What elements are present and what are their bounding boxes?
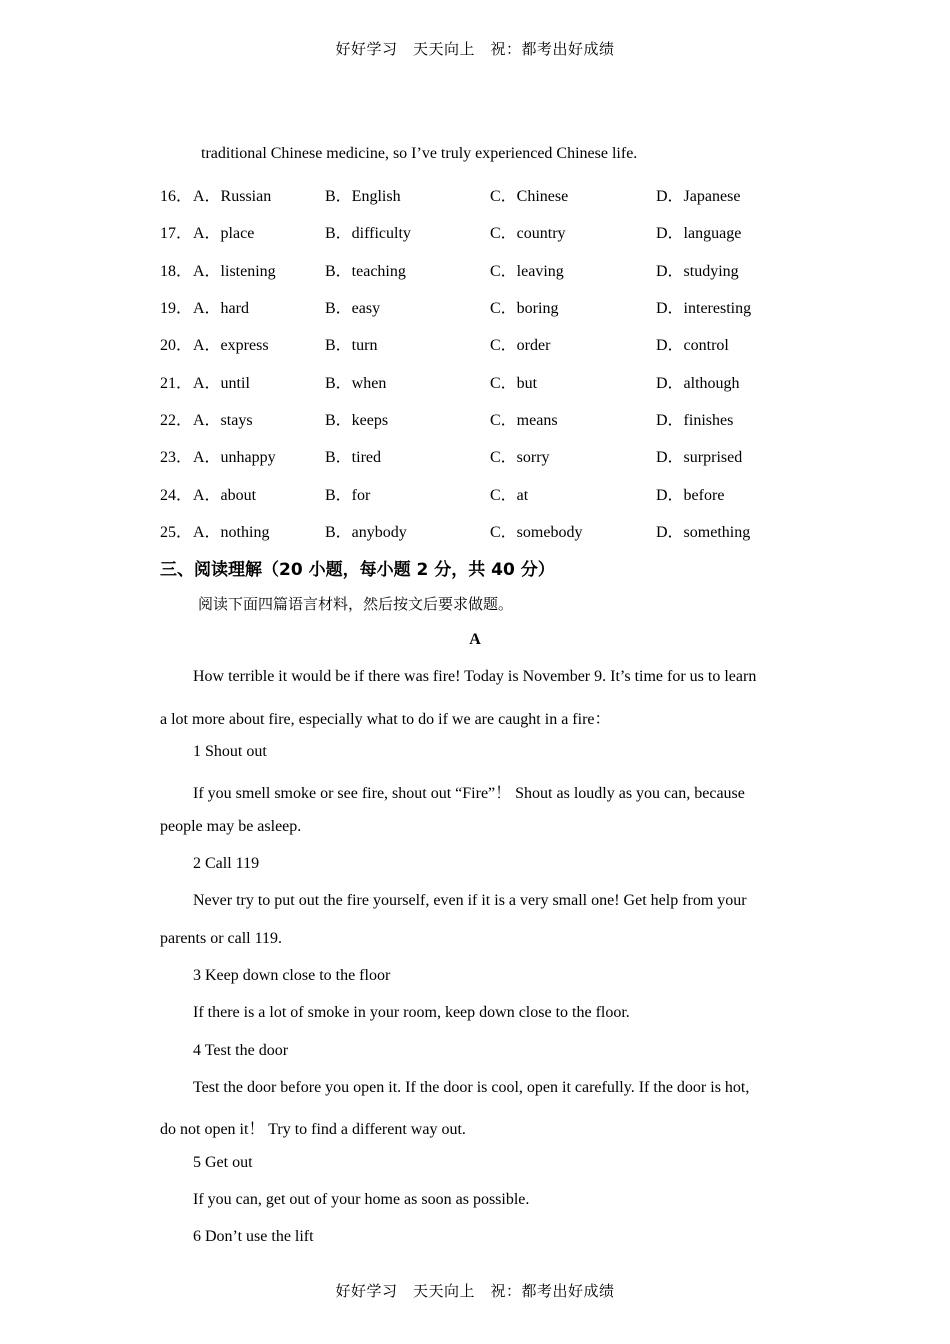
option-c: C．sorry	[490, 449, 550, 466]
passage-line: If you can, get out of your home as soon as possible.	[193, 1191, 530, 1208]
question-number: 23．	[160, 449, 193, 466]
passage-line: parents or call 119.	[160, 930, 283, 947]
option-d: D．control	[656, 337, 729, 354]
question-number: 24．	[160, 487, 193, 504]
option-a: A．nothing	[193, 524, 270, 541]
option-d: D．interesting	[656, 300, 752, 317]
option-a: A．hard	[193, 300, 249, 317]
option-b: B．turn	[325, 337, 378, 354]
option-a: A．stays	[193, 412, 253, 429]
passage-subheading: 4 Test the door	[193, 1042, 289, 1059]
option-b: B．when	[325, 375, 387, 392]
option-d: D．although	[656, 375, 740, 392]
passage-line: a lot more about fire, especially what to do if we are caught in a fire：	[160, 711, 611, 728]
section-heading: 三、阅读理解（20 小题，每小题 2 分，共 40 分）	[160, 560, 555, 580]
question-17	[160, 220, 800, 240]
passage-line: If you smell smoke or see fire, shout out “Fire”！ Shout as loudly as you can, because	[193, 785, 745, 802]
option-c: C．Chinese	[490, 188, 569, 205]
option-a: A．express	[193, 337, 269, 354]
option-c: C．but	[490, 375, 538, 392]
option-c: C．order	[490, 337, 551, 354]
option-d: D．finishes	[656, 412, 734, 429]
question-25	[160, 519, 800, 539]
option-b: B．teaching	[325, 263, 406, 280]
passage-line: If there is a lot of smoke in your room, keep down close to the floor.	[193, 1004, 630, 1021]
option-c: C．boring	[490, 300, 559, 317]
passage-line: do not open it！ Try to find a different way out.	[160, 1121, 466, 1138]
passage-subheading: 3 Keep down close to the floor	[193, 967, 391, 984]
option-d: D．Japanese	[656, 188, 741, 205]
option-b: B．easy	[325, 300, 381, 317]
option-a: A．unhappy	[193, 449, 276, 466]
option-c: C．leaving	[490, 263, 564, 280]
page-header: 好好学习 天天向上 祝：都考出好成绩	[335, 40, 615, 58]
option-b: B．English	[325, 188, 401, 205]
passage-continuation: traditional Chinese medicine, so I’ve truly experienced Chinese life.	[201, 145, 638, 162]
option-a: A．about	[193, 487, 257, 504]
passage-line: Never try to put out the fire yourself, even if it is a very small one! Get help from your	[193, 892, 747, 909]
option-d: D．language	[656, 225, 742, 242]
option-c: C．at	[490, 487, 529, 504]
question-19	[160, 295, 800, 315]
question-number: 21．	[160, 375, 193, 392]
option-d: D．something	[656, 524, 751, 541]
option-a: A．listening	[193, 263, 276, 280]
option-c: C．somebody	[490, 524, 583, 541]
question-number: 25．	[160, 524, 193, 541]
option-b: B．difficulty	[325, 225, 411, 242]
passage-line: How terrible it would be if there was fire! Today is November 9. It’s time for us to learn	[193, 668, 757, 685]
question-number: 19．	[160, 300, 193, 317]
option-d: D．before	[656, 487, 725, 504]
question-21	[160, 370, 800, 390]
passage-title: A	[469, 631, 481, 648]
page-footer: 好好学习 天天向上 祝：都考出好成绩	[335, 1282, 615, 1300]
question-18	[160, 258, 800, 278]
passage-subheading: 5 Get out	[193, 1154, 253, 1171]
question-number: 22．	[160, 412, 193, 429]
option-a: A．place	[193, 225, 255, 242]
option-c: C．country	[490, 225, 566, 242]
option-a: A．until	[193, 375, 250, 392]
passage-subheading: 2 Call 119	[193, 855, 260, 872]
option-d: D．surprised	[656, 449, 743, 466]
option-b: B．keeps	[325, 412, 389, 429]
question-22	[160, 407, 800, 427]
passage-line: people may be asleep.	[160, 818, 302, 835]
question-number: 17．	[160, 225, 193, 242]
question-24	[160, 482, 800, 502]
question-16	[160, 183, 800, 203]
question-20	[160, 332, 800, 352]
option-d: D．studying	[656, 263, 739, 280]
section-instruction: 阅读下面四篇语言材料，然后按文后要求做题。	[198, 595, 514, 613]
passage-subheading: 1 Shout out	[193, 743, 267, 760]
question-number: 18．	[160, 263, 193, 280]
passage-subheading: 6 Don’t use the lift	[193, 1228, 314, 1245]
option-a: A．Russian	[193, 188, 272, 205]
question-number: 20．	[160, 337, 193, 354]
question-number: 16．	[160, 188, 193, 205]
option-b: B．for	[325, 487, 371, 504]
option-b: B．anybody	[325, 524, 407, 541]
question-23	[160, 444, 800, 464]
option-c: C．means	[490, 412, 558, 429]
passage-line: Test the door before you open it. If the door is cool, open it carefully. If the door is hot,	[193, 1079, 750, 1096]
option-b: B．tired	[325, 449, 381, 466]
